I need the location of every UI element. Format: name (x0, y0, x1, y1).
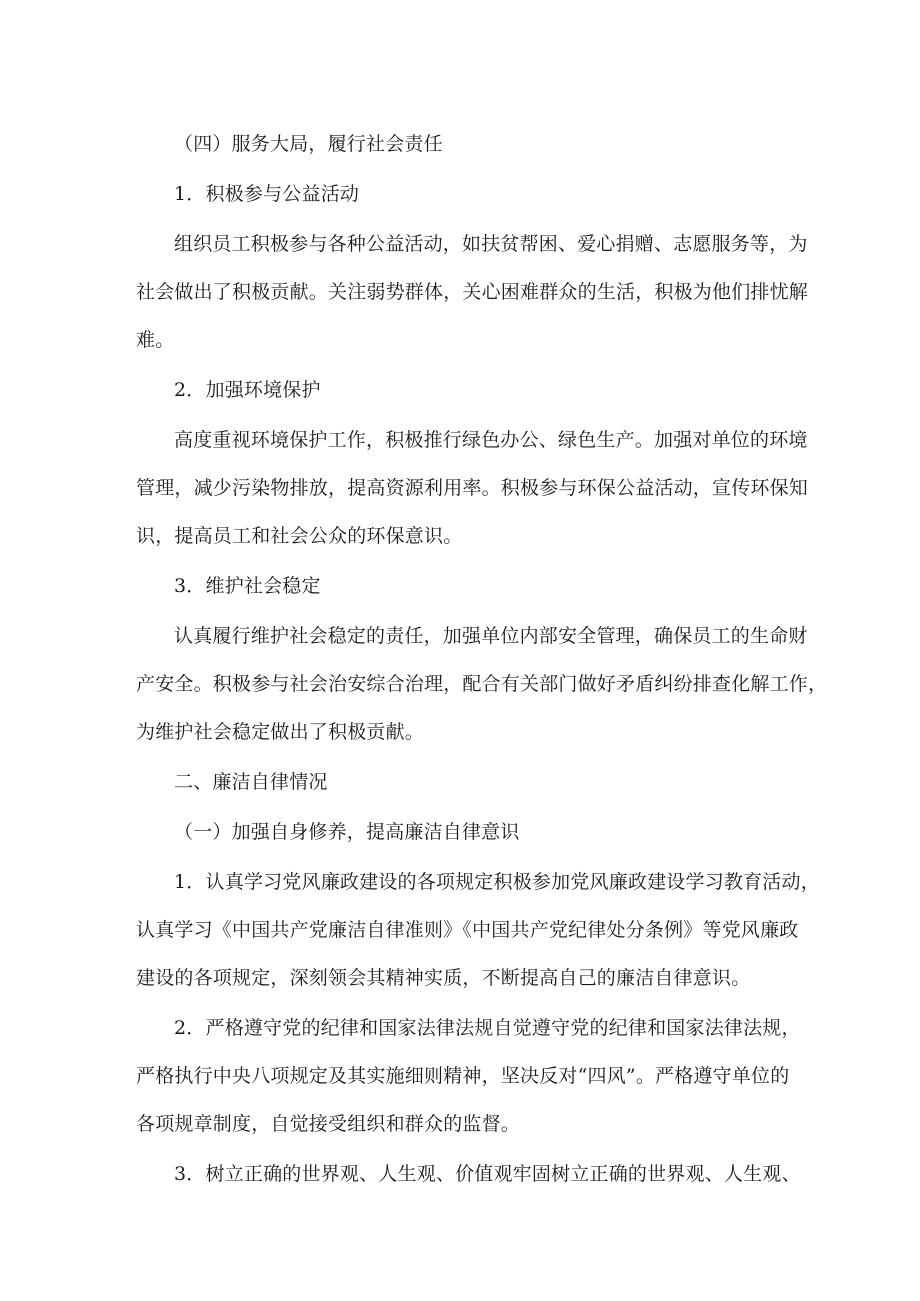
paragraph-line: 识，提高员工和社会公众的环保意识。 (136, 525, 463, 547)
paragraph-line: 认真学习《中国共产党廉洁自律准则》《中国共产党纪律处分条例》等党风廉政 (136, 919, 799, 941)
document-page (136, 120, 828, 1198)
subsection-heading-2: 2．加强环境保护 (174, 379, 321, 401)
paragraph-line: 高度重视环境保护工作，积极推行绿色办公、绿色生产。加强对单位的环境 (174, 429, 808, 451)
subsection-heading-1: 1．积极参与公益活动 (174, 183, 360, 205)
paragraph-line: 社会做出了积极贡献。关注弱势群体，关心困难群众的生活，积极为他们排忧解 (136, 281, 809, 303)
paragraph-line: 建设的各项规定，深刻领会其精神实质，不断提高自己的廉洁自律意识。 (136, 967, 751, 989)
chapter-heading-2: 二、廉洁自律情况 (174, 771, 328, 793)
paragraph-line: 难。 (136, 329, 175, 351)
section-heading-4: （四）服务大局，履行社会责任 (174, 133, 443, 155)
paragraph-line: 产安全。积极参与社会治安综合治理，配合有关部门做好矛盾纠纷排查化解工作， (136, 673, 828, 695)
paragraph-line: 各项规章制度，自觉接受组织和群众的监督。 (136, 1113, 521, 1135)
paragraph-line: 1．认真学习党风廉政建设的各项规定积极参加党风廉政建设学习教育活动， (174, 871, 820, 893)
paragraph-line: 为维护社会稳定做出了积极贡献。 (136, 721, 425, 743)
paragraph-line: 严格执行中央八项规定及其实施细则精神，坚决反对“四风”。严格遵守单位的 (136, 1065, 790, 1087)
paragraph-line: 认真履行维护社会稳定的责任，加强单位内部安全管理，确保员工的生命财 (174, 625, 808, 647)
paragraph-line: 管理，减少污染物排放，提高资源利用率。积极参与环保公益活动，宣传环保知 (136, 477, 809, 499)
section-heading-2-1: （一）加强自身修养，提高廉洁自律意识 (174, 821, 520, 843)
subsection-heading-3: 3．维护社会稳定 (174, 575, 321, 597)
paragraph-line: 3．树立正确的世界观、人生观、价值观牢固树立正确的世界观、人生观、 (174, 1163, 801, 1185)
paragraph-line: 组织员工积极参与各种公益活动，如扶贫帮困、爱心捐赠、志愿服务等，为 (174, 233, 808, 255)
paragraph-line: 2．严格遵守党的纪律和国家法律法规自觉遵守党的纪律和国家法律法规， (174, 1017, 801, 1039)
